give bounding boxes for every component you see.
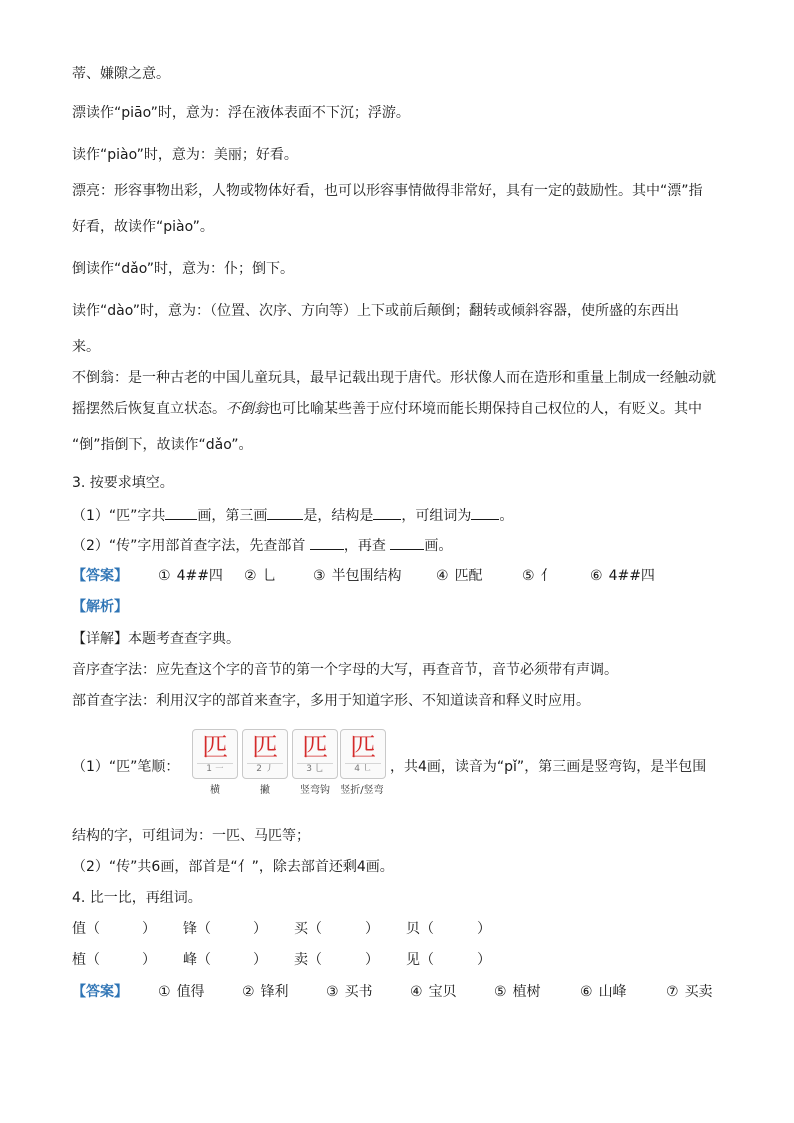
stroke-name: 竖折/竖弯	[340, 785, 384, 796]
answer-item	[494, 982, 541, 1002]
answer-item	[158, 982, 205, 1002]
text-line: 好看，故读作“piào”。	[72, 219, 214, 235]
stroke-char: 匹	[201, 733, 228, 763]
paren-close: ）	[142, 952, 156, 968]
answer-text: 宝贝	[428, 984, 457, 1000]
paren-close: ）	[253, 952, 267, 968]
answer-blank	[267, 505, 303, 520]
text-span: 。	[499, 508, 514, 524]
answer-mark: ②	[244, 568, 257, 584]
answer-text: 4##四	[608, 568, 655, 584]
italic-term: 不倒翁	[226, 401, 268, 417]
answer-text: 乚	[262, 568, 277, 584]
question-title: 3. 按要求填空。	[72, 475, 174, 491]
stroke-name: 竖弯钩	[300, 785, 330, 796]
answer-text: 锋利	[260, 984, 289, 1000]
analysis-tag: 【解析】	[72, 599, 128, 615]
stroke-order-step-3	[292, 729, 338, 779]
answer-tag: 【答案】	[72, 568, 128, 584]
stroke-number: 2 ㇓	[247, 763, 283, 775]
answer-text: 买书	[344, 984, 373, 1000]
answer-mark: ①	[158, 984, 171, 1000]
answer-item	[666, 982, 713, 1002]
answer-item	[326, 982, 373, 1002]
stroke-order-step-2	[242, 729, 288, 779]
answer-blank	[390, 535, 424, 550]
text-span: 画，第三画	[197, 508, 268, 524]
answer-blank	[373, 505, 401, 520]
paren-close: ）	[142, 921, 156, 937]
answer-mark: ⑤	[522, 568, 535, 584]
stroke-order-step-1	[192, 729, 238, 779]
stroke-number: 3 乚	[297, 763, 333, 775]
text-line: （1）“匹”笔顺：	[72, 759, 180, 775]
detail-line	[72, 629, 240, 649]
answer-item	[580, 982, 627, 1002]
stroke-char: 匹	[301, 733, 328, 763]
answer-mark: ④	[410, 984, 423, 1000]
text-line: 读作“dào”时，意为：（位置、次序、方向等）上下或前后颠倒；翻转或倾斜容器，使所盛的东西出	[72, 303, 680, 319]
text-line: 不倒翁：是一种古老的中国儿童玩具，最早记载出现于唐代。形状像人而在造形和重量上制成一经触动就	[72, 370, 716, 386]
answer-mark: ④	[436, 568, 449, 584]
text-line: （2）“传”共6画，部首是“亻”，除去部首还剩4画。	[72, 859, 394, 875]
answer-blank	[165, 505, 197, 520]
text-line: 结构的字，可组词为：一匹、马匹等；	[72, 828, 310, 844]
answer-blank	[310, 535, 344, 550]
text-span: 本题考查查字典。	[128, 631, 240, 647]
paren-close: ）	[477, 921, 491, 937]
stroke-number: 1 ㇐	[197, 763, 233, 775]
char-cell: 植（	[72, 952, 100, 968]
paren-close: ）	[477, 952, 491, 968]
text-line: 倒读作“dǎo”时，意为：仆；倒下。	[72, 261, 295, 277]
text-line: 漂亮：形容事物出彩，人物或物体好看，也可以形容事情做得非常好，具有一定的鼓励性。其中“漂”指	[72, 183, 703, 199]
text-line: 蒂、嫌隙之意。	[72, 66, 170, 82]
stroke-name: 横	[210, 785, 220, 796]
text-span: 也可比喻某些善于应付环境而能长期保持自己权位的人，有贬义。其中	[268, 401, 702, 417]
answer-item	[242, 982, 289, 1002]
detail-tag: 【详解】	[72, 631, 128, 647]
text-line: “倒”指倒下，故读作“dǎo”。	[72, 437, 253, 453]
paren-close: ）	[253, 921, 267, 937]
text-line: 漂读作“piāo”时，意为：浮在液体表面不下沉；浮游。	[72, 105, 410, 121]
text-span: （1）“匹”字共	[72, 508, 166, 524]
answer-item	[313, 566, 402, 586]
answer-mark: ③	[313, 568, 326, 584]
answer-mark: ⑦	[666, 984, 679, 1000]
text-span: 画。	[424, 538, 453, 554]
text-line: 部首查字法：利用汉字的部首来查字，多用于知道字形、不知道读音和释义时应用。	[72, 693, 590, 709]
answer-item	[522, 566, 555, 586]
answer-text: 山峰	[598, 984, 627, 1000]
question-sub-1	[72, 505, 513, 526]
stroke-name: 撇	[260, 785, 270, 796]
answer-item	[244, 566, 277, 586]
answer-text: 值得	[176, 984, 205, 1000]
answer-text: 亻	[540, 568, 555, 584]
paren-close: ）	[365, 952, 379, 968]
char-cell: 买（	[294, 921, 322, 937]
text-line: 音序查字法：应先查这个字的音节的第一个字母的大写，再查音节，音节必须带有声调。	[72, 662, 618, 678]
char-cell: 卖（	[294, 952, 322, 968]
answer-text: 匹配	[454, 568, 483, 584]
stroke-char: 匹	[251, 733, 278, 763]
stroke-number: 4 ㇗	[345, 763, 381, 775]
text-line: 读作“piào”时，意为：美丽；好看。	[72, 147, 298, 163]
text-span: 摇摆然后恢复直立状态。	[72, 401, 226, 417]
char-cell: 峰（	[183, 952, 211, 968]
answer-text: 4##四	[176, 568, 223, 584]
question-title: 4. 比一比，再组词。	[72, 890, 202, 906]
answer-text: 半包围结构	[331, 568, 402, 584]
stroke-order-step-4	[340, 729, 386, 779]
answer-mark: ⑥	[590, 568, 603, 584]
char-cell: 见（	[406, 952, 434, 968]
answer-text: 买卖	[684, 984, 713, 1000]
text-line: 来。	[72, 339, 100, 355]
text-line	[72, 399, 702, 419]
char-cell: 贝（	[406, 921, 434, 937]
question-sub-2	[72, 535, 452, 556]
answer-mark: ③	[326, 984, 339, 1000]
answer-item	[590, 566, 655, 586]
answer-item	[410, 982, 457, 1002]
answer-mark: ②	[242, 984, 255, 1000]
text-span: 是，结构是	[303, 508, 374, 524]
stroke-char: 匹	[349, 733, 376, 763]
answer-item	[436, 566, 483, 586]
text-span: ，再查	[343, 538, 391, 554]
text-span: （2）“传”字用部首查字法，先查部首	[72, 538, 310, 554]
answer-tag: 【答案】	[72, 984, 128, 1000]
answer-mark: ①	[158, 568, 171, 584]
paren-close: ）	[365, 921, 379, 937]
answer-blank	[471, 505, 499, 520]
text-span: ，可组词为	[401, 508, 472, 524]
char-cell: 值（	[72, 921, 100, 937]
answer-mark: ⑥	[580, 984, 593, 1000]
answer-mark: ⑤	[494, 984, 507, 1000]
answer-text: 植树	[512, 984, 541, 1000]
answer-item	[158, 566, 223, 586]
text-line: ，共4画，读音为“pǐ”，第三画是竖弯钩，是半包围	[390, 759, 707, 775]
char-cell: 锋（	[183, 921, 211, 937]
